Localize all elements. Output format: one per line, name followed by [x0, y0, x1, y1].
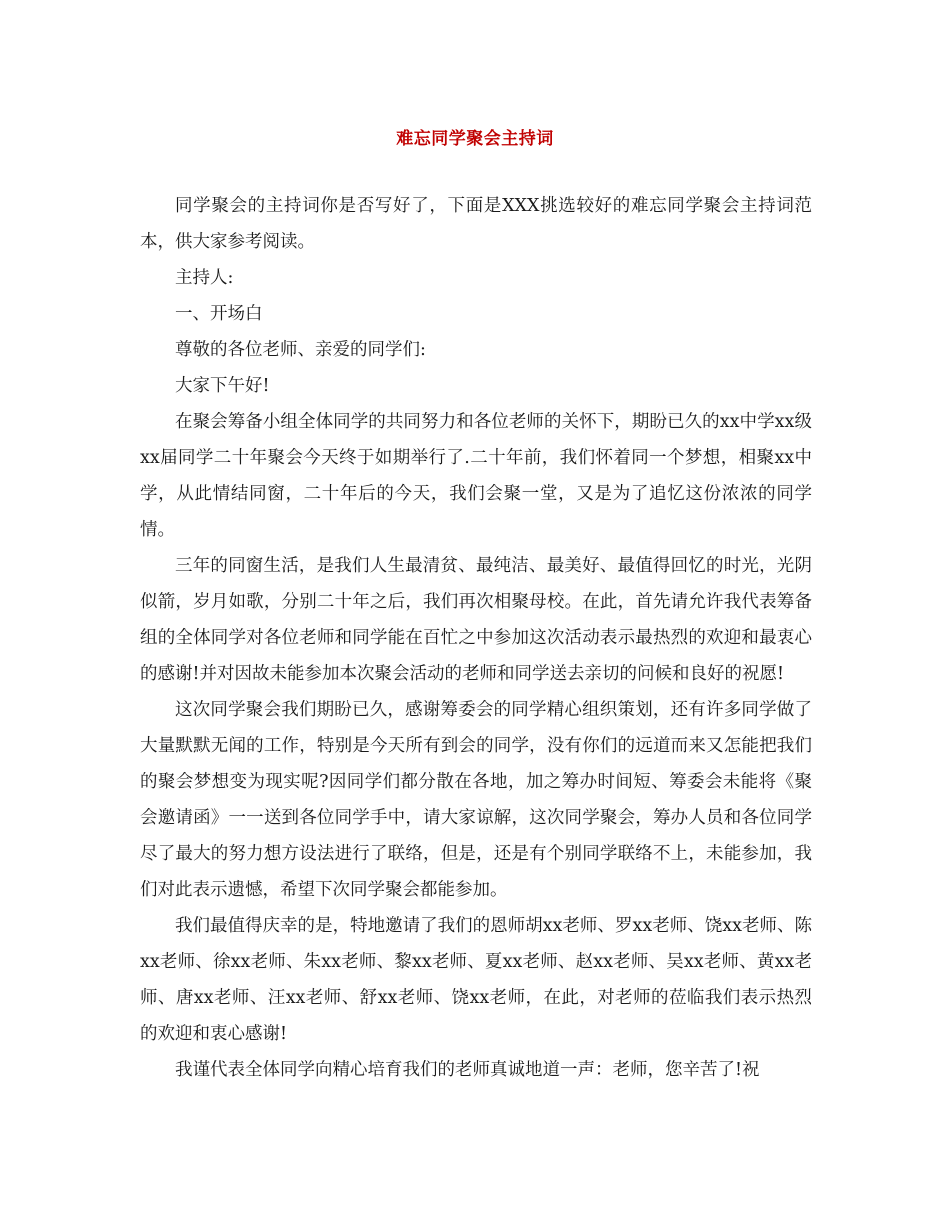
- salutation: 尊敬的各位老师、亲爱的同学们:: [175, 340, 426, 360]
- body-paragraph: 在聚会筹备小组全体同学的共同努力和各位老师的关怀下，期盼已久的xx中学xx级xx届同学二十年聚会今天终于如期举行了.二十年前，我们怀着同一个梦想，相聚xx中学，从此情结同窗，二十年后的今天，我们会聚一堂，又是为了追忆这份浓浓的同学情。: [140, 412, 812, 540]
- host-label: 主持人:: [175, 268, 234, 288]
- intro-paragraph: 同学聚会的主持词你是否写好了，下面是XXX挑选较好的难忘同学聚会主持词范本，供大家参考阅读。: [140, 196, 812, 252]
- body-paragraph: 这次同学聚会我们期盼已久，感谢筹委会的同学精心组织策划，还有许多同学做了大量默默无闻的工作，特别是今天所有到会的同学，没有你们的远道而来又怎能把我们的聚会梦想变为现实呢?因同学们都分散在各地，加之筹办时间短、筹委会未能将《聚会邀请函》一一送到各位同学手中，请大家谅解，这次同学聚会，筹办人员和各位同学尽了最大的努力想方设法进行了联络，但是，还是有个别同学联络不上，未能参加，我们对此表示遗憾，希望下次同学聚会都能参加。: [140, 700, 812, 900]
- document-body: [140, 188, 812, 1088]
- body-paragraph: 我谨代表全体同学向精心培育我们的老师真诚地道一声：老师，您辛苦了!祝: [175, 1060, 760, 1080]
- section-heading-opening: 一、开场白: [175, 304, 263, 324]
- body-paragraph: 我们最值得庆幸的是，特地邀请了我们的恩师胡xx老师、罗xx老师、饶xx老师、陈xx老师、徐xx老师、朱xx老师、黎xx老师、夏xx老师、赵xx老师、吴xx老师、黄xx老师、唐xx老师、汪xx老师、舒xx老师、饶xx老师，在此，对老师的莅临我们表示热烈的欢迎和衷心感谢!: [140, 916, 812, 1044]
- document-title: 难忘同学聚会主持词: [396, 129, 554, 149]
- greeting: 大家下午好!: [175, 376, 270, 396]
- body-paragraph: 三年的同窗生活，是我们人生最清贫、最纯洁、最美好、最值得回忆的时光，光阴似箭，岁月如歌，分别二十年之后，我们再次相聚母校。在此，首先请允许我代表筹备组的全体同学对各位老师和同学能在百忙之中参加这次活动表示最热烈的欢迎和最衷心的感谢!并对因故未能参加本次聚会活动的老师和同学送去亲切的问候和良好的祝愿!: [140, 556, 812, 684]
